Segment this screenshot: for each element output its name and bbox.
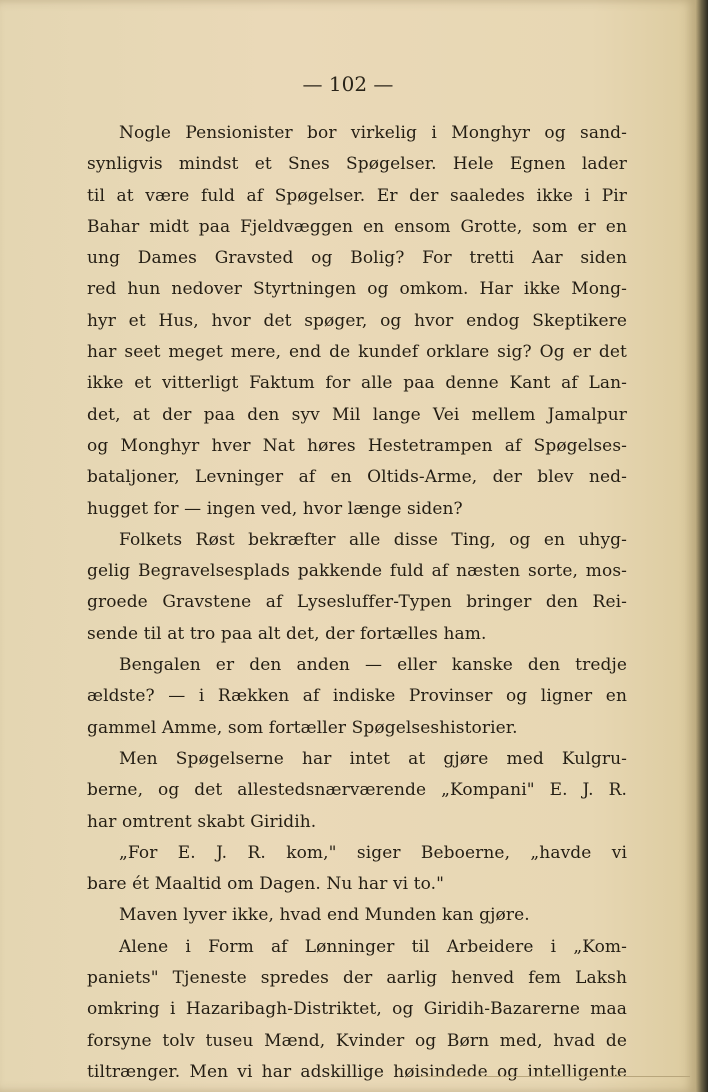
text-line: paniets" Tjeneste spredes der aarlig henved fem Laksh bbox=[87, 968, 627, 989]
text-line: Bengalen er den anden — eller kanske den tredje bbox=[119, 655, 627, 676]
text-line: Nogle Pensionister bor virkelig i Monghyr og sand- bbox=[119, 123, 627, 143]
text-line: „For E. J. R. kom," siger Beboerne, „havde vi bbox=[119, 842, 627, 863]
text-line: Bahar midt paa Fjeldvæggen en ensom Grotte, som er en bbox=[87, 216, 627, 237]
text-line: gelig Begravelsesplads pakkende fuld af næsten sorte, mos- bbox=[87, 561, 627, 582]
text-line: groede Gravstene af Lysesluffer-Typen bringer den Rei- bbox=[87, 592, 627, 613]
text-line: forsyne tolv tuseu Mænd, Kvinder og Børn med, hvad de bbox=[87, 1030, 627, 1051]
text-line: hyr et Hus, hvor det spøger, og hvor endog Skeptikere bbox=[87, 310, 627, 331]
text-line: synligvis mindst et Snes Spøgelser. Hele Egnen lader bbox=[87, 154, 627, 175]
text-line: bare ét Maaltid om Dagen. Nu har vi to." bbox=[87, 874, 445, 895]
text-line: ung Dames Gravsted og Bolig? For tretti Aar siden bbox=[87, 248, 627, 269]
text-line: Alene i Form af Lønninger til Arbeidere i „Kom- bbox=[119, 936, 627, 957]
text-line: sende til at tro paa alt det, der fortælles ham. bbox=[87, 623, 487, 644]
text-line: ikke et vitterligt Faktum for alle paa denne Kant af Lan- bbox=[87, 373, 627, 394]
text-line: bataljoner, Levninger af en Oltids-Arme, der blev ned- bbox=[87, 467, 627, 488]
page-number: — 102 — bbox=[302, 72, 394, 96]
text-line: har omtrent skabt Giridih. bbox=[87, 811, 317, 832]
text-line: hugget for — ingen ved, hvor længe siden? bbox=[87, 498, 463, 519]
text-line: omkring i Hazaribagh-Distriktet, og Giridih-Bazarerne maa bbox=[87, 999, 627, 1020]
text-line: gammel Amme, som fortæller Spøgelseshistorier. bbox=[87, 717, 518, 738]
text-line: berne, og det allestedsnærværende „Kompani" E. J. R. bbox=[87, 780, 627, 801]
bottom-edge-mark bbox=[420, 1076, 690, 1079]
text-line: Men Spøgelserne har intet at gjøre med Kulgru- bbox=[119, 748, 627, 769]
body-text bbox=[87, 118, 627, 1088]
text-line: tiltrænger. Men vi har adskillige høisindede og intelligente bbox=[87, 1061, 627, 1082]
page-binding-edge bbox=[696, 0, 708, 1092]
text-line: det, at der paa den syv Mil lange Vei mellem Jamalpur bbox=[87, 404, 627, 425]
text-line: har seet meget mere, end de kundef orklare sig? Og er det bbox=[87, 342, 627, 363]
text-line: Folkets Røst bekræfter alle disse Ting, og en uhyg- bbox=[119, 529, 627, 550]
text-line: red hun nedover Styrtningen og omkom. Har ikke Mong- bbox=[87, 279, 627, 300]
text-line: ældste? — i Rækken af indiske Provinser og ligner en bbox=[87, 686, 627, 707]
text-line: og Monghyr hver Nat høres Hestetrampen af Spøgelses- bbox=[87, 435, 627, 456]
text-line: Maven lyver ikke, hvad end Munden kan gjøre. bbox=[119, 905, 530, 926]
text-line: til at være fuld af Spøgelser. Er der saaledes ikke i Pir bbox=[87, 185, 627, 206]
